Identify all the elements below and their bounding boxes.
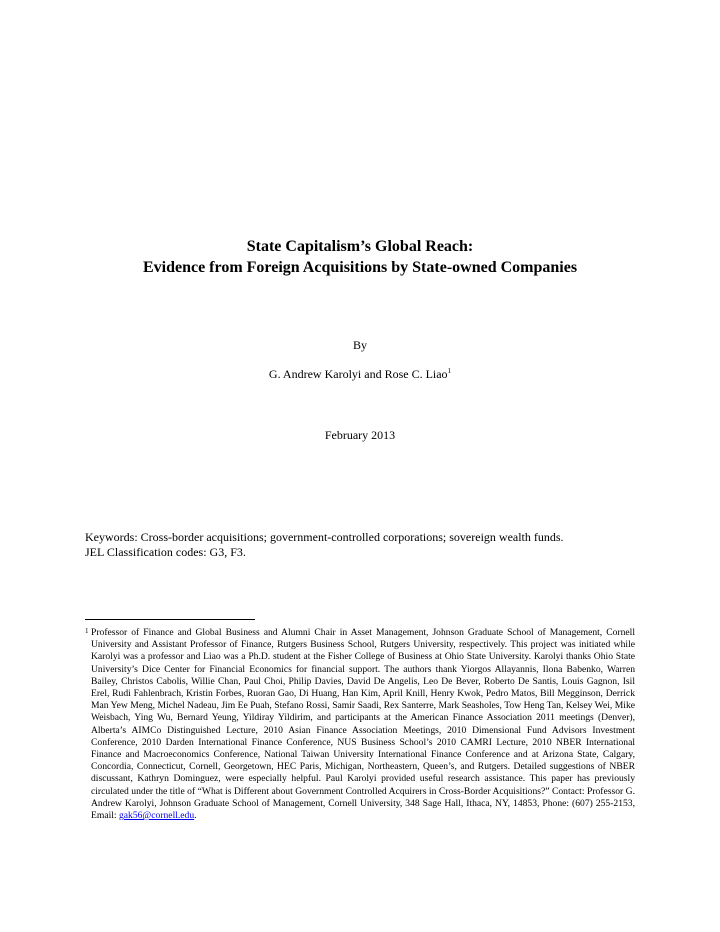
author-names: G. Andrew Karolyi and Rose C. Liao xyxy=(268,367,448,381)
footnote-body xyxy=(91,627,635,822)
footnote xyxy=(85,627,635,822)
footnote-marker: 1 xyxy=(85,627,89,635)
keywords-block xyxy=(85,530,645,560)
title-line-1: State Capitalism’s Global Reach: xyxy=(246,238,474,255)
paper-title xyxy=(0,236,720,278)
email-link[interactable]: gak56@cornell.edu xyxy=(118,810,195,822)
footnote-end: . xyxy=(194,810,197,822)
footnote-text: Professor of Finance and Global Business and Alumni Chair in Asset Management, Johnson Graduate School of Management, Cornell University and Assistant Professor of Finance, Rutgers Business School, Rutgers University, respectively. This project was initiated while Karolyi was a professor and Liao was a Ph.D. student at the Fisher College of Business at Ohio State University. Karolyi thanks Ohio State University’s Dice Center for Financial Economics for financial support. The authors thank Yiorgos Allayannis, Ilona Babenko, Warren Bailey, Christos Cabolis, Willie Chan, Paul Choi, Philip Davies, David De Angelis, Leo De Bever, Roberto De Santis, Louis Gagnon, Isil Erel, Rudi Fahlenbrach, Kristin Forbes, Ruoran Gao, Di Huang, Han Kim, April Knill, Henry Kwok, Pedro Matos, Bill Megginson, Derrick Man Yew Meng, Michel Nadeau, Jim Ee Puah, Stefano Rossi, Samir Saadi, Rex Santerre, Mark Seasholes, Tow Heng Tan, Kelsey Wei, Mike Weisbach, Ying Wu, Bernard Yeung, Yildiray Yildirim, and participants at the American Finance Association 2011 meetings (Denver), Alberta’s AIMCo Distinguished Lecture, 2010 Asian Finance Association Meetings, 2010 Dimensional Fund Advisors Investment Conference, 2010 Darden International Finance Conference, NUS Business School’s 2010 CAMRI Lecture, 2010 NBER International Finance and Macroeconomics Conference, National Taiwan University International Finance Conference and at Arizona State, Calgary, Concordia, Connecticut, Cornell, Georgetown, HEC Paris, Michigan, Northeastern, Queen’s, and Rutgers. Detailed suggestions of NBER discussant, Kathryn Dominguez, were especially helpful. Paul Karolyi provided useful research assistance. This paper has previously circulated under the title of “What is Different about Government Controlled Acquirers in Cross-Border Acquisitions?” Contact: Professor G. Andrew Karolyi, Johnson Graduate School of Management, Cornell University, 348 Sage Hall, Ithaca, NY, 14853, Phone: (607) 255-2153, Email: xyxy=(91,627,635,822)
author-footnote-marker[interactable]: 1 xyxy=(447,367,452,375)
footnote-separator xyxy=(85,619,255,620)
by-label: By xyxy=(352,338,367,352)
title-line-2: Evidence from Foreign Acquisitions by State-owned Companies xyxy=(142,259,578,276)
jel-codes-line: JEL Classification codes: G3, F3. xyxy=(85,545,246,559)
author-line xyxy=(0,367,720,381)
publication-date: February 2013 xyxy=(324,428,396,442)
keywords-line: Keywords: Cross-border acquisitions; government-controlled corporations; sovereign wealth funds. xyxy=(85,530,564,544)
